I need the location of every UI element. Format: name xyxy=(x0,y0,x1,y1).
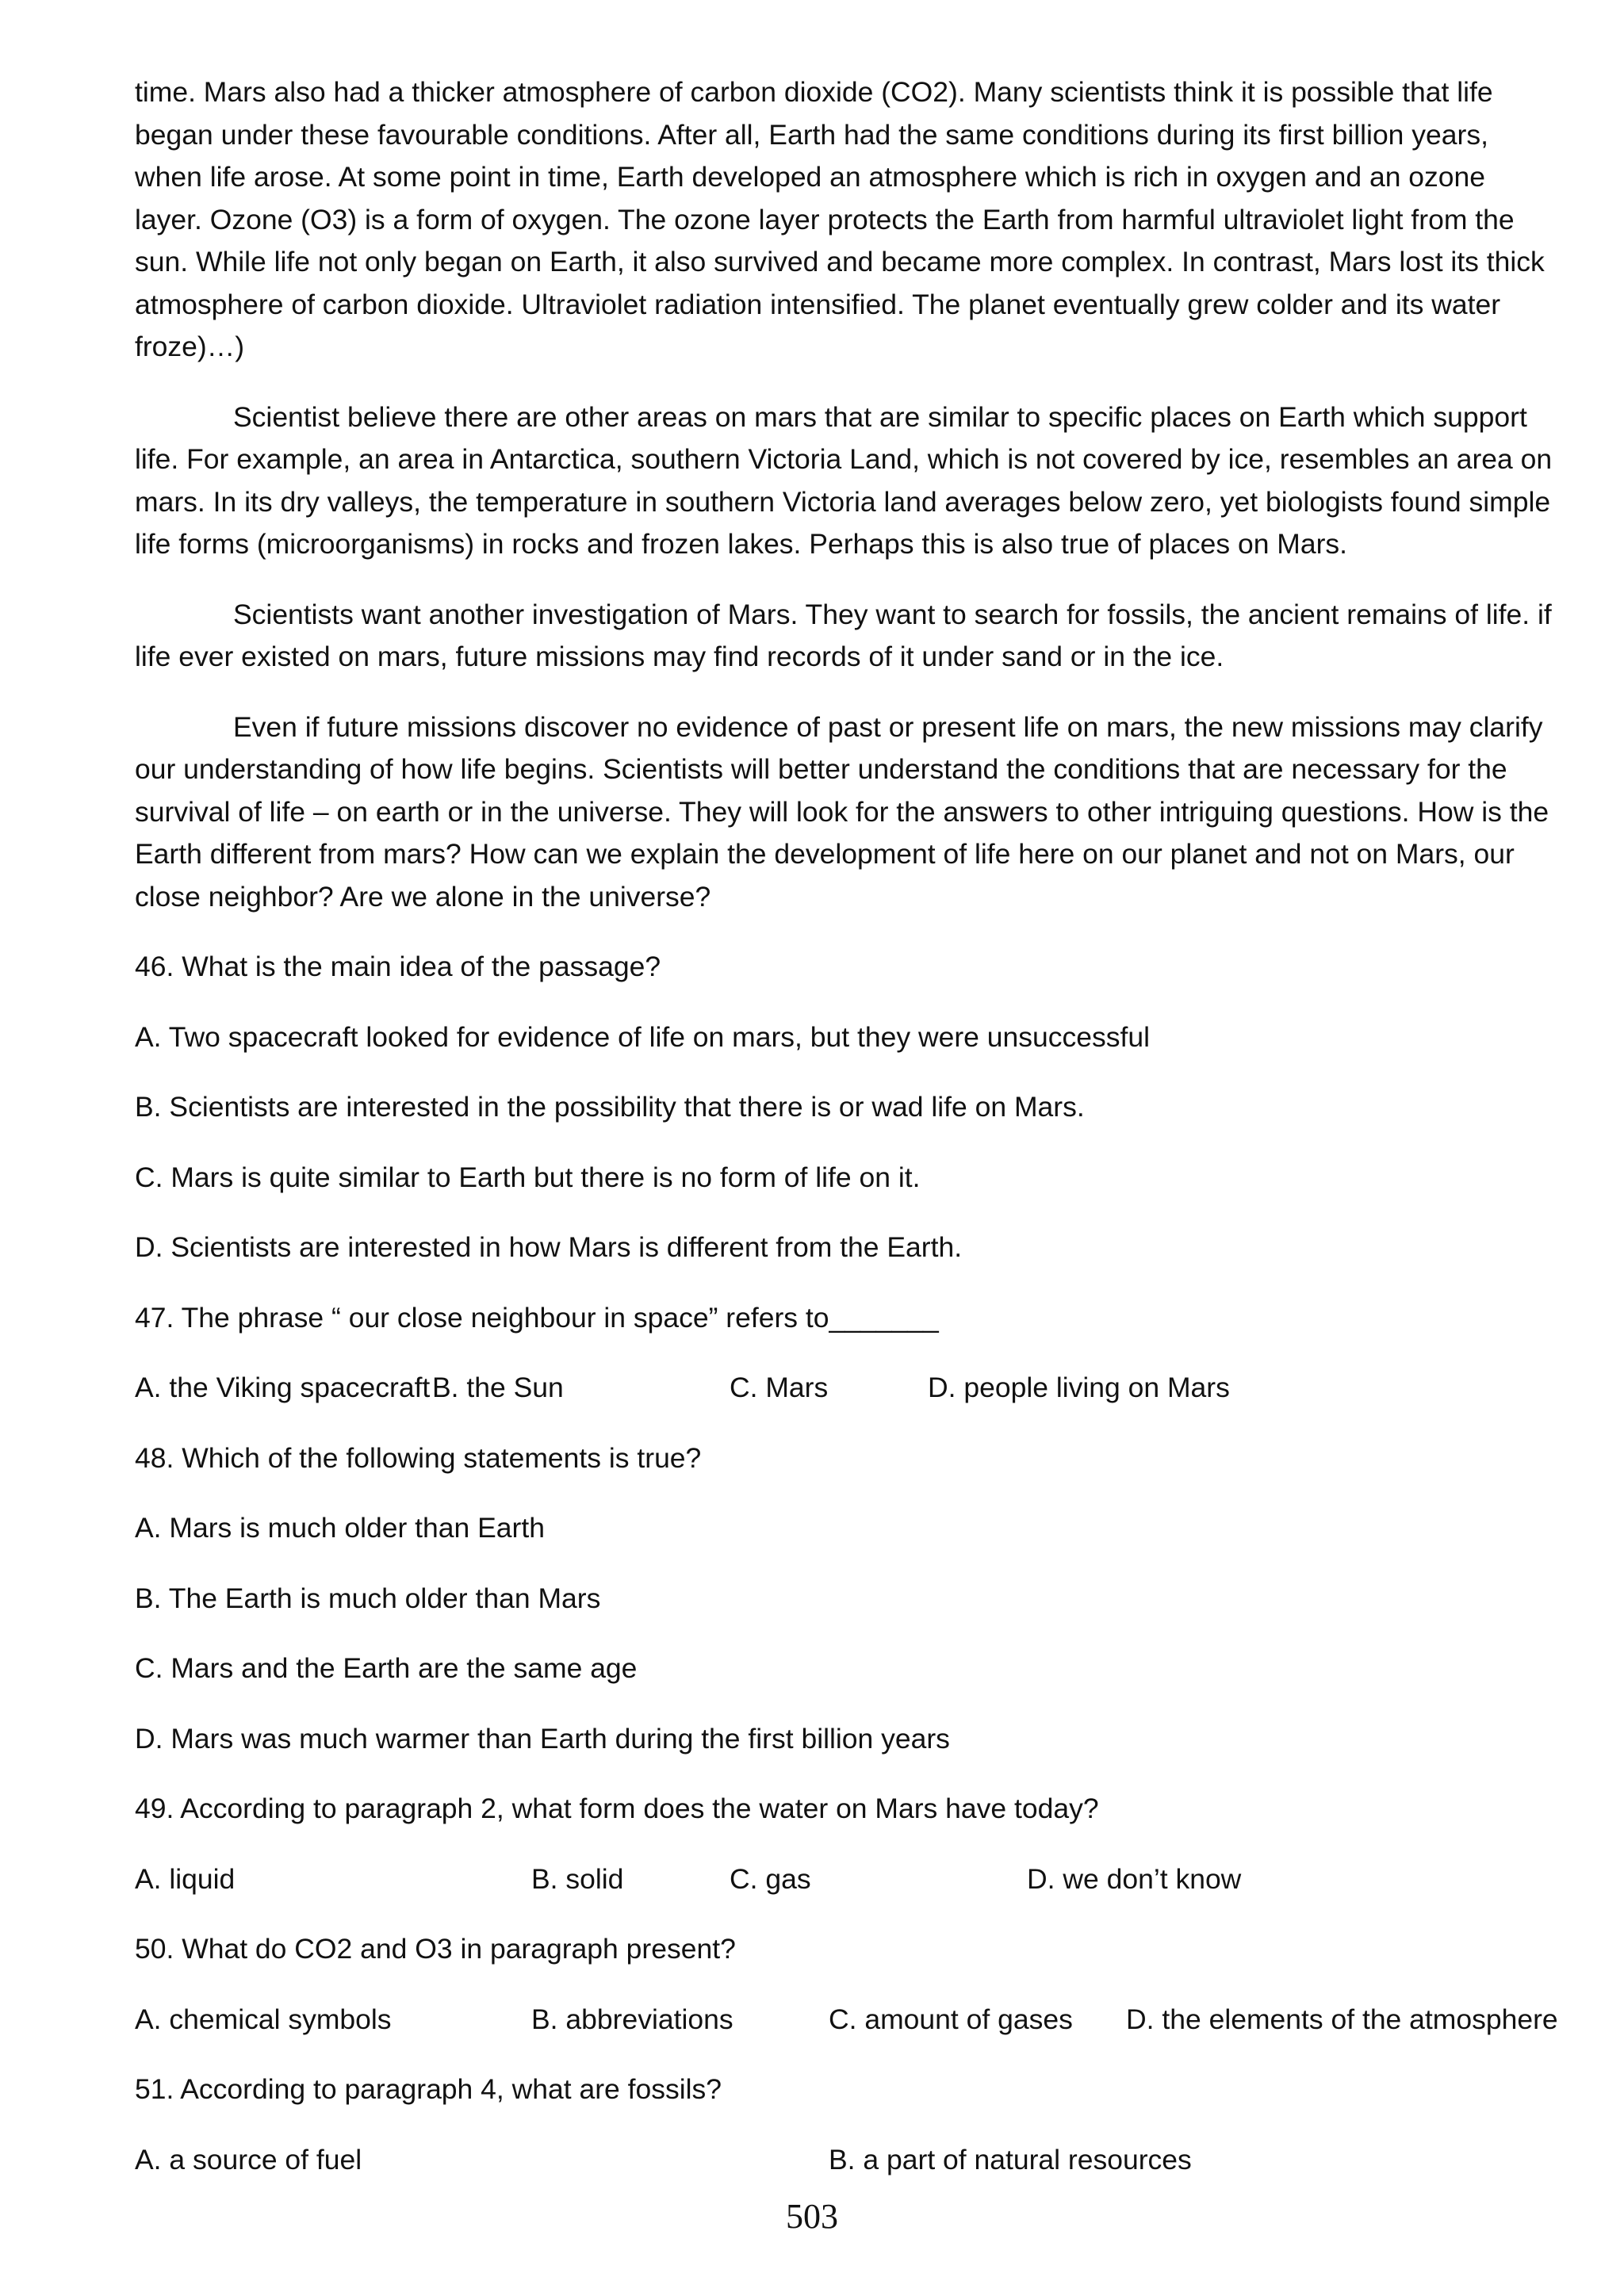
question-50: 50. What do CO2 and O3 in paragraph present? xyxy=(135,1933,736,1965)
question-49-option-a: A. liquid xyxy=(135,1862,236,1895)
question-46-option-c: C. Mars is quite similar to Earth but there is no form of life on it. xyxy=(135,1161,921,1193)
question-48-option-b: B. The Earth is much older than Mars xyxy=(135,1582,601,1614)
question-50-options xyxy=(135,1999,1558,2042)
question-47-option-b: B. the Sun xyxy=(432,1372,564,1403)
question-46-option-a: A. Two spacecraft looked for evidence of life on mars, but they were unsuccessful xyxy=(135,1020,1150,1053)
question-47-option-a: A. the Viking spacecraft xyxy=(135,1372,431,1403)
question-50-option-a: A. chemical symbols xyxy=(135,2003,392,2035)
question-47: 47. The phrase “ our close neighbour in space” refers to_______ xyxy=(135,1301,939,1334)
question-50-option-c: C. amount of gases xyxy=(829,2003,1073,2035)
question-49: 49. According to paragraph 2, what form does the water on Mars have today? xyxy=(135,1793,1099,1824)
question-48: 48. Which of the following statements is true? xyxy=(135,1441,702,1474)
page-number: 503 xyxy=(786,2197,838,2236)
question-51-options xyxy=(135,2139,1554,2182)
question-46-option-b: B. Scientists are interested in the possibility that there is or wad life on Mars. xyxy=(135,1091,1085,1123)
question-50-option-b: B. abbreviations xyxy=(531,2003,733,2035)
question-47-options xyxy=(135,1367,1554,1410)
question-48-option-a: A. Mars is much older than Earth xyxy=(135,1512,545,1544)
question-51-option-b: B. a part of natural resources xyxy=(829,2143,1192,2175)
question-49-option-b: B. solid xyxy=(531,1862,624,1895)
question-47-option-d: D. people living on Mars xyxy=(928,1372,1230,1403)
question-49-option-d: D. we don’t know xyxy=(1027,1862,1242,1895)
question-49-option-c: C. gas xyxy=(730,1862,811,1895)
question-49-options xyxy=(135,1858,1554,1901)
document-page xyxy=(135,71,1558,2209)
question-51: 51. According to paragraph 4, what are fossils? xyxy=(135,2073,722,2105)
question-46: 46. What is the main idea of the passage? xyxy=(135,951,661,982)
passage-paragraph-1: time. Mars also had a thicker atmosphere of carbon dioxide (CO2). Many scientists think it is possible that life began under these favourable conditions. After all, Earth had the same conditions during its first billion years, when life arose. At some point in time, Earth developed an atmosphere which is rich in oxygen and an ozone layer. Ozone (O3) is a form of oxygen. The ozone layer protects the Earth from harmful ultraviolet light from the sun. While life not only began on Earth, it also survived and became more complex. In contrast, Mars lost its thick atmosphere of carbon dioxide. Ultraviolet radiation intensified. The planet eventually grew colder and its water froze)…) xyxy=(135,76,1545,362)
question-50-option-d: D. the elements of the atmosphere xyxy=(1126,2003,1558,2035)
question-48-option-d: D. Mars was much warmer than Earth during the first billion years xyxy=(135,1722,950,1755)
passage-paragraph-2: Scientist believe there are other areas on mars that are similar to specific places on Earth which support life. For example, an area in Antarctica, southern Victoria Land, which is not covered by ice, resembles an area on mars. In its dry valleys, the temperature in southern Victoria land averages below zero, yet biologists found simple life forms (microorganisms) in rocks and frozen lakes. Perhaps this is also true of places on Mars. xyxy=(135,400,1553,560)
question-47-option-c: C. Mars xyxy=(730,1372,829,1403)
question-51-option-a: A. a source of fuel xyxy=(135,2143,362,2175)
passage-paragraph-4: Even if future missions discover no evidence of past or present life on mars, the new missions may clarify our understanding of how life begins. Scientists will better understand the conditions that are necessary for the survival of life – on earth or in the universe. They will look for the answers to other intriguing questions. How is the Earth different from mars? How can we explain the development of life here on our planet and not on Mars, our close neighbor? Are we alone in the universe? xyxy=(135,710,1549,913)
question-46-option-d: D. Scientists are interested in how Mars is different from the Earth. xyxy=(135,1231,963,1263)
question-48-option-c: C. Mars and the Earth are the same age xyxy=(135,1652,638,1684)
passage-paragraph-3: Scientists want another investigation of Mars. They want to search for fossils, the ancient remains of life. if life ever existed on mars, future missions may find records of it under sand or in the ice. xyxy=(135,598,1552,672)
